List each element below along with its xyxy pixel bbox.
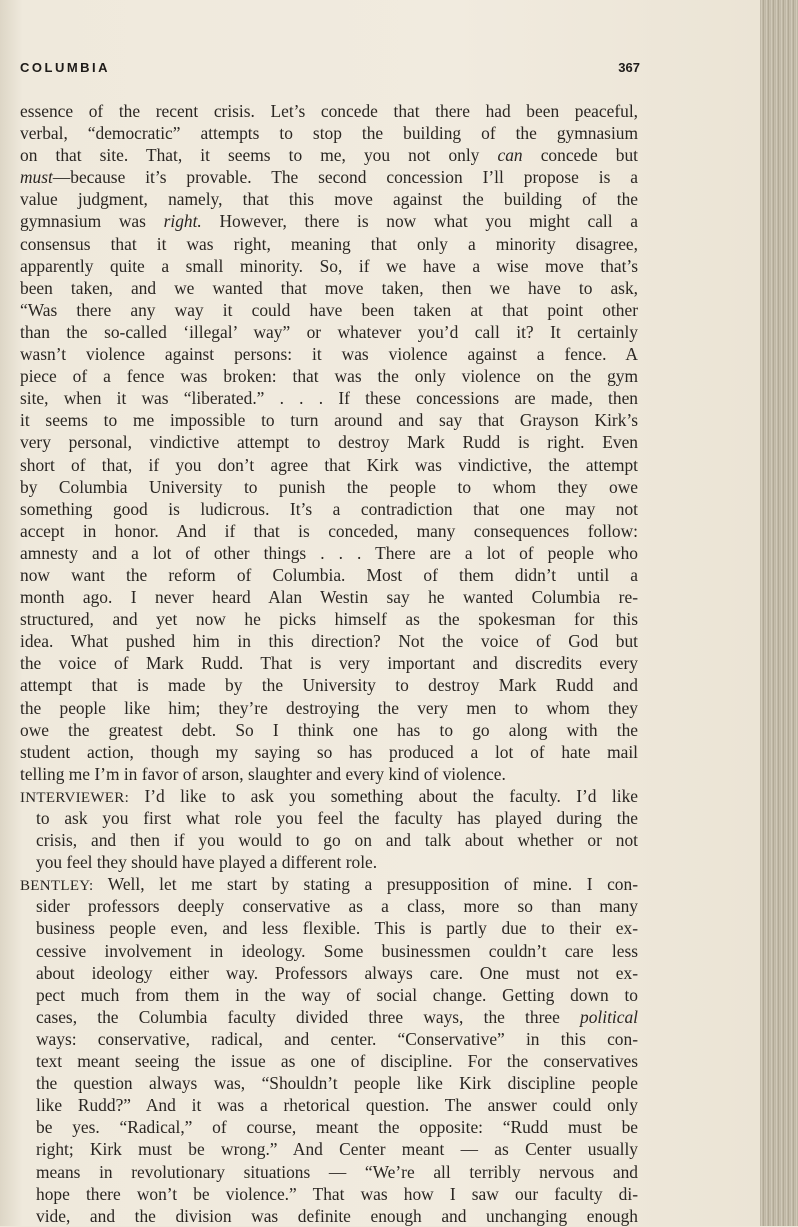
page-edges xyxy=(760,0,798,1226)
text-line xyxy=(20,851,638,873)
line-text: be yes. “Radical,” of course, meant the opposite: “Rudd must be xyxy=(36,1117,638,1138)
line-text: by Columbia University to punish the people to whom they owe xyxy=(20,476,638,497)
running-head-title: COLUMBIA xyxy=(20,60,111,75)
line-text: attempt that is made by the University to destroy Mark Rudd and xyxy=(20,675,638,696)
text-line xyxy=(20,431,638,453)
text-line xyxy=(20,674,638,696)
line-text: owe the greatest debt. So I think one has to go along with the xyxy=(20,719,638,740)
line-text: it seems to me impossible to turn around and say that Grayson Kirk’s xyxy=(20,410,638,431)
line-text: about ideology either way. Professors always care. One must not ex- xyxy=(36,962,638,983)
line-text: verbal, “democratic” attempts to stop the building of the gymnasium xyxy=(20,123,638,144)
line-text: crisis, and then if you would to go on and talk about whether or not xyxy=(36,830,638,851)
text-line xyxy=(20,895,638,917)
line-text: the voice of Mark Rudd. That is very important and discredits every xyxy=(20,653,638,674)
line-text: to ask you first what role you feel the faculty has played during the xyxy=(36,808,638,828)
line-text: something good is ludicrous. It’s a contradiction that one may not xyxy=(20,498,638,519)
text-line xyxy=(20,365,638,387)
line-text: consensus that it was right, meaning that only a minority disagree, xyxy=(20,233,638,254)
line-text: cases, the Columbia faculty divided three ways, the three political xyxy=(36,1006,638,1027)
page-number: 367 xyxy=(618,60,640,75)
text-line xyxy=(20,1050,638,1072)
text-line xyxy=(20,1205,638,1227)
line-text: value judgment, namely, that this move against the building of the xyxy=(20,189,638,210)
text-line xyxy=(20,321,638,343)
line-text: piece of a fence was broken: that was the only violence on the gym xyxy=(20,366,638,387)
line-text: “Was there any way it could have been taken at that point other xyxy=(20,299,638,320)
text-line xyxy=(20,299,638,321)
text-line xyxy=(20,785,638,807)
text-line xyxy=(20,984,638,1006)
line-text: cessive involvement in ideology. Some businessmen couldn’t care less xyxy=(36,940,638,961)
body-text xyxy=(20,100,638,1227)
text-line xyxy=(20,1138,638,1160)
text-line xyxy=(20,100,638,122)
line-text: hope there won’t be violence.” That was how I saw our faculty di- xyxy=(36,1183,638,1204)
line-text: you feel they should have played a different role. xyxy=(36,852,378,873)
text-line xyxy=(20,807,638,829)
text-line xyxy=(20,277,638,299)
line-text: means in revolutionary situations — “We’re all terribly nervous and xyxy=(36,1161,638,1182)
line-text: been taken, and we wanted that move taken, then we have to ask, xyxy=(20,277,638,298)
line-text: accept in honor. And if that is conceded, many consequences follow: xyxy=(20,520,638,541)
line-text: vide, and the division was definite enough and unchanging enough xyxy=(36,1205,638,1226)
line-text: sider professors deeply conservative as a class, more so than many xyxy=(36,896,638,917)
line-text: gymnasium was right. However, there is now what you might call a xyxy=(20,211,638,232)
text-line xyxy=(20,763,638,785)
text-line xyxy=(20,188,638,210)
text-line xyxy=(20,387,638,409)
line-text: than the so-called ‘illegal’ way” or whatever you’d call it? It certainly xyxy=(20,321,638,342)
text-line xyxy=(20,1028,638,1050)
text-line xyxy=(20,1161,638,1183)
line-text: the people like him; they’re destroying the very men to whom they xyxy=(20,697,638,718)
text-line xyxy=(20,917,638,939)
line-text: amnesty and a lot of other things . . . There are a lot of people who xyxy=(20,542,638,563)
line-text: site, when it was “liberated.” . . . If these concessions are made, then xyxy=(20,388,638,409)
line-text: short of that, if you don’t agree that Kirk was vindictive, the attempt xyxy=(20,454,638,475)
text-line xyxy=(20,409,638,431)
text-line xyxy=(20,630,638,652)
text-line xyxy=(20,144,638,166)
speaker-label: INTERVIEWER: xyxy=(20,789,130,806)
line-text: ways: conservative, radical, and center. “Conservative” in this con- xyxy=(36,1028,638,1049)
line-text: right; Kirk must be wrong.” And Center meant — as Center usually xyxy=(36,1139,638,1160)
text-line xyxy=(20,741,638,763)
line-text: like Rudd?” And it was a rhetorical question. The answer could only xyxy=(36,1095,638,1116)
line-text: structured, and yet now he picks himself as the spokesman for this xyxy=(20,609,638,630)
text-line xyxy=(20,343,638,365)
text-line xyxy=(20,476,638,498)
line-text: student action, though my saying so has produced a lot of hate mail xyxy=(20,741,638,762)
line-text: pect much from them in the way of social change. Getting down to xyxy=(36,984,638,1005)
line-text: on that site. That, it seems to me, you not only can concede but xyxy=(20,145,638,166)
line-text: essence of the recent crisis. Let’s concede that there had been peaceful, xyxy=(20,101,638,121)
running-head xyxy=(20,60,640,80)
text-line xyxy=(20,873,638,895)
text-line xyxy=(20,122,638,144)
text-line xyxy=(20,166,638,188)
line-text: text meant seeing the issue as one of discipline. For the conservatives xyxy=(36,1051,638,1072)
text-line xyxy=(20,210,638,232)
line-text: must—because it’s provable. The second concession I’ll propose is a xyxy=(20,167,638,188)
line-text: I’d like to ask you something about the faculty. I’d like xyxy=(129,785,638,806)
text-line xyxy=(20,1116,638,1138)
line-text: business people even, and less flexible. This is partly due to their ex- xyxy=(36,918,638,939)
text-line xyxy=(20,940,638,962)
text-line xyxy=(20,454,638,476)
text-line xyxy=(20,586,638,608)
text-line xyxy=(20,1006,638,1028)
line-text: idea. What pushed him in this direction? Not the voice of God but xyxy=(20,631,638,652)
text-line xyxy=(20,719,638,741)
line-text: the question always was, “Shouldn’t people like Kirk discipline people xyxy=(36,1073,638,1094)
line-text: very personal, vindictive attempt to destroy Mark Rudd is right. Even xyxy=(20,432,638,453)
text-line xyxy=(20,962,638,984)
line-text: telling me I’m in favor of arson, slaughter and every kind of violence. xyxy=(20,763,506,784)
text-line xyxy=(20,608,638,630)
text-line xyxy=(20,542,638,564)
text-line xyxy=(20,697,638,719)
line-text: month ago. I never heard Alan Westin say he wanted Columbia re- xyxy=(20,587,638,608)
text-line xyxy=(20,233,638,255)
text-line xyxy=(20,1094,638,1116)
text-line xyxy=(20,564,638,586)
text-line xyxy=(20,1072,638,1094)
text-line xyxy=(20,520,638,542)
line-text: now want the reform of Columbia. Most of them didn’t until a xyxy=(20,564,638,585)
line-text: Well, let me start by stating a presupposition of mine. I con- xyxy=(93,874,638,895)
line-text: apparently quite a small minority. So, if we have a wise move that’s xyxy=(20,255,638,276)
speaker-label: BENTLEY: xyxy=(20,878,94,895)
text-line xyxy=(20,652,638,674)
line-text: wasn’t violence against persons: it was violence against a fence. A xyxy=(20,344,638,365)
text-line xyxy=(20,498,638,520)
text-line xyxy=(20,829,638,851)
text-line xyxy=(20,255,638,277)
text-line xyxy=(20,1183,638,1205)
